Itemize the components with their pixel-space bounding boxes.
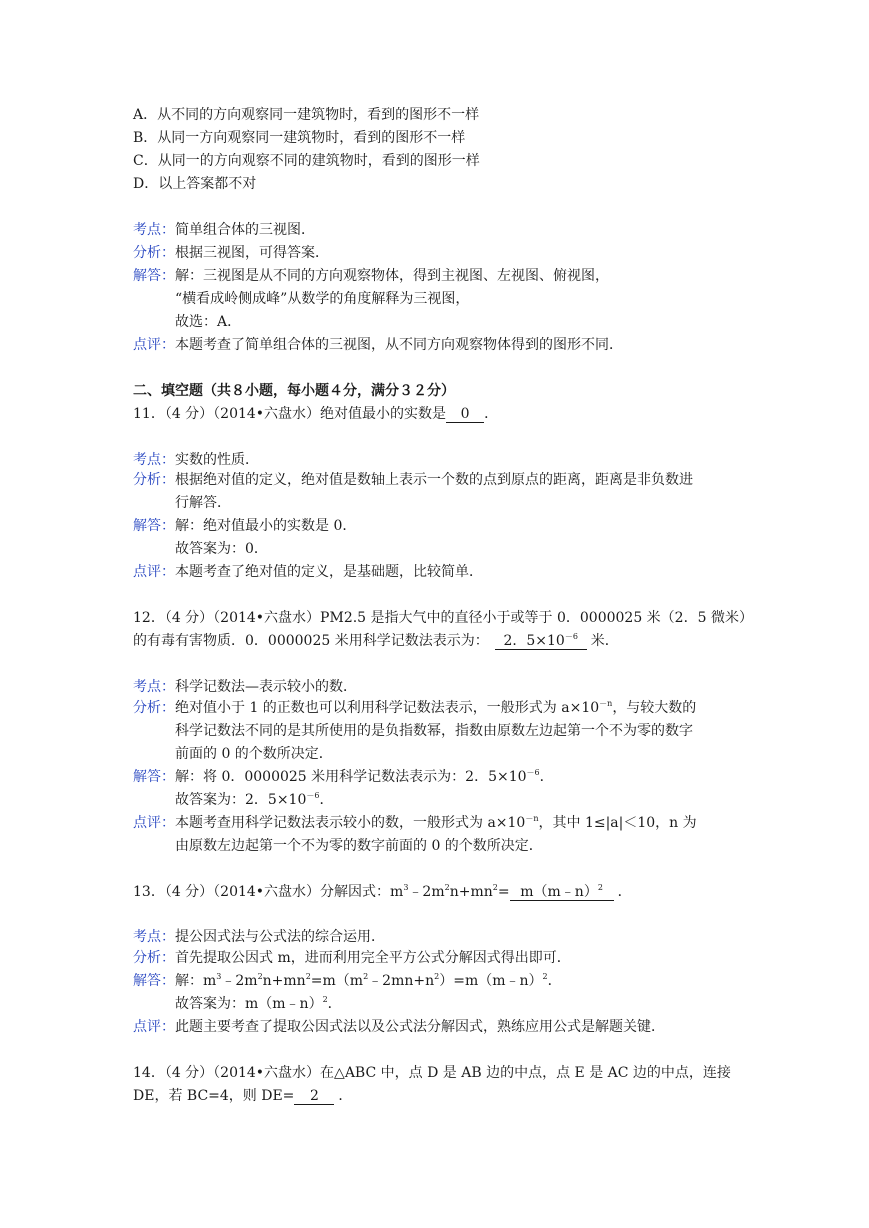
- q12-stem-line2: [133, 632, 619, 650]
- q13-jieda: [133, 972, 562, 990]
- option-a: A．从不同的方向观察同一建筑物时，看到的图形不一样: [133, 107, 480, 123]
- kaodian-text: 简单组合体的三视图．: [175, 222, 315, 238]
- dianping-text-a: 本题考查用科学记数法表示较小的数，一般形式为 a×10: [175, 815, 526, 831]
- kaodian-text: 提公因式法与公式法的综合运用．: [175, 929, 385, 945]
- kaodian-label: 考点：: [133, 222, 175, 238]
- j1-c: n+mn: [262, 973, 306, 989]
- q13-stem-a: 13．（4 分）（2014•六盘水）分解因式：m: [133, 884, 404, 900]
- jieda-label: 解答：: [133, 268, 175, 284]
- j1-e1: 3: [216, 972, 222, 981]
- dianping-label: 点评：: [133, 1019, 175, 1035]
- j1-e3: 2: [305, 972, 311, 981]
- dianping-label: 点评：: [133, 815, 175, 831]
- j1-e2: 2: [257, 972, 263, 981]
- q11-kaodian: [133, 451, 259, 469]
- jieda-text-a: 解：将 0．0000025 米用科学记数法表示为：2．5×10: [175, 769, 527, 785]
- j1-f: ﹣2mn+n: [368, 973, 435, 989]
- q13-answer-exp: 2: [597, 883, 603, 892]
- fenxi-label: 分析：: [133, 700, 175, 716]
- q13-stem-e2: 2: [444, 883, 450, 892]
- j1-a: 解：m: [175, 973, 217, 989]
- kaodian-label: 考点：: [133, 929, 175, 945]
- j2-e: 2: [322, 995, 328, 1004]
- fenxi-text: 首先提取公因式 m，进而利用完全平方公式分解因式得出即可．: [175, 950, 571, 966]
- q13-stem-e3: 2: [492, 883, 498, 892]
- q11-answer-blank: 0: [446, 406, 484, 423]
- fenxi-exp: －n: [599, 699, 613, 708]
- fenxi-text-b: ，与较大数的: [612, 700, 697, 716]
- fenxi-label: 分析：: [133, 472, 175, 488]
- q12-jieda: [133, 768, 554, 786]
- q10-jieda: [133, 267, 609, 285]
- q12-stem-line1: 12．（4 分）（2014•六盘水）PM2.5 是指大气中的直径小于或等于 0．0000025 米（2．5 微米）: [133, 610, 753, 626]
- q12-fenxi-line2: 科学记数法不同的是其所使用的是负指数幂，指数由原数左边起第一个不为零的数字: [175, 723, 693, 739]
- jieda-text: 解：三视图是从不同的方向观察物体，得到主视图、左视图、俯视图，: [175, 268, 609, 284]
- q14-stem-text: DE，若 BC=4，则 DE=: [133, 1088, 295, 1104]
- q13-stem-b: ﹣2m: [408, 884, 445, 900]
- q12-answer-base: 2．5×10: [503, 633, 565, 649]
- kaodian-label: 考点：: [133, 452, 175, 468]
- jieda-label: 解答：: [133, 973, 175, 989]
- q13-answer-blank: [510, 884, 614, 901]
- q12-dianping: [133, 814, 697, 832]
- q12-stem-text: 的有毒有害物质．0．0000025 米用科学记数法表示为：: [133, 633, 489, 649]
- j1-b: ﹣2m: [221, 973, 258, 989]
- q11-jieda-line2: 故答案为：0．: [175, 541, 268, 557]
- q12-fenxi-line3: 前面的 0 的个数所决定．: [175, 746, 333, 762]
- q12-dianping-line2: 由原数左边起第一个不为零的数字前面的 0 的个数所决定．: [175, 838, 543, 854]
- dianping-text: 本题考查了简单组合体的三视图，从不同方向观察物体得到的图形不同．: [175, 337, 623, 353]
- jieda-label: 解答：: [133, 769, 175, 785]
- q11-jieda: [133, 517, 356, 535]
- q13-jieda-line2: [175, 995, 342, 1013]
- q14-stem-end: ．: [338, 1088, 353, 1104]
- q10-fenxi: [133, 244, 329, 262]
- q13-fenxi: [133, 949, 571, 967]
- q14-stem-line1: 14．（4 分）（2014•六盘水）在△ABC 中，点 D 是 AB 边的中点，点 E 是 AC 边的中点，连接: [133, 1065, 731, 1081]
- fenxi-label: 分析：: [133, 950, 175, 966]
- q13-stem-end: ．: [617, 884, 632, 900]
- kaodian-text: 科学记数法—表示较小的数．: [175, 679, 357, 695]
- jieda-text-b: ．: [539, 769, 554, 785]
- q13-dianping: [133, 1018, 665, 1036]
- j1-e5: 2: [434, 972, 440, 981]
- q12-answer-blank: [495, 633, 587, 650]
- q13-kaodian: [133, 928, 385, 946]
- j1-h: ．: [547, 973, 562, 989]
- fenxi-label: 分析：: [133, 245, 175, 261]
- fenxi-text: 根据绝对值的定义，绝对值是数轴上表示一个数的点到原点的距离，距离是非负数进: [175, 472, 693, 488]
- dianping-label: 点评：: [133, 337, 175, 353]
- dianping-exp: －n: [525, 814, 539, 823]
- q11-fenxi-line2: 行解答．: [175, 495, 231, 511]
- q13-answer-base: m（m﹣n）: [520, 884, 598, 900]
- q13-stem-c: n+mn: [449, 884, 493, 900]
- q13-stem-d: =: [497, 884, 510, 900]
- q11-stem-end: ．: [484, 406, 499, 422]
- dianping-text: 本题考查了绝对值的定义，是基础题，比较简单．: [175, 564, 483, 580]
- j1-e4: 2: [363, 972, 369, 981]
- dianping-text-b: ，其中 1≤|a|＜10，n 为: [538, 815, 697, 831]
- q12-stem-end: 米．: [590, 633, 619, 649]
- kaodian-text: 实数的性质．: [175, 452, 259, 468]
- q14-stem-line2: [133, 1087, 352, 1105]
- dianping-text: 此题主要考查了提取公因式法以及公式法分解因式，熟练应用公式是解题关键．: [175, 1019, 665, 1035]
- q10-jieda-line2: “横看成岭侧成峰”从数学的角度解释为三视图，: [175, 291, 470, 307]
- j1-g: ）=m（m﹣n）: [439, 973, 543, 989]
- jieda-text: 解：绝对值最小的实数是 0．: [175, 518, 357, 534]
- jieda-exp: －6: [526, 768, 540, 777]
- option-d: D．以上答案都不对: [133, 176, 257, 192]
- q11-stem-text: 11．（4 分）（2014•六盘水）绝对值最小的实数是: [133, 406, 447, 422]
- q13-stem: [133, 883, 632, 901]
- j2-b: ．: [327, 996, 342, 1012]
- q12-fenxi: [133, 699, 696, 717]
- jieda2-text-b: ．: [319, 792, 334, 808]
- j1-e6: 2: [542, 972, 548, 981]
- kaodian-label: 考点：: [133, 679, 175, 695]
- q12-jieda-line2: [175, 791, 333, 809]
- jieda2-text-a: 故答案为：2．5×10: [175, 792, 307, 808]
- q12-kaodian: [133, 678, 357, 696]
- option-b: B．从同一方向观察同一建筑物时，看到的图形不一样: [133, 130, 466, 146]
- q11-dianping: [133, 563, 483, 581]
- section-title: 二、填空题（共８小题，每小题４分，满分３２分）: [133, 383, 455, 399]
- q14-answer-blank: 2: [294, 1088, 334, 1105]
- jieda2-exp: －6: [306, 791, 320, 800]
- jieda-label: 解答：: [133, 518, 175, 534]
- q11-stem: [133, 405, 498, 423]
- fenxi-text-a: 绝对值小于 1 的正数也可以利用科学记数法表示，一般形式为 a×10: [175, 700, 600, 716]
- q10-jieda-line3: 故选：A．: [175, 314, 242, 330]
- q12-answer-exp: －6: [564, 632, 578, 641]
- option-c: C．从同一的方向观察不同的建筑物时，看到的图形一样: [133, 153, 480, 169]
- q11-fenxi: [133, 471, 693, 489]
- j2-a: 故答案为：m（m﹣n）: [175, 996, 323, 1012]
- q10-kaodian: [133, 221, 315, 239]
- q10-dianping: [133, 336, 623, 354]
- fenxi-text: 根据三视图，可得答案．: [175, 245, 329, 261]
- q13-stem-e1: 3: [403, 883, 409, 892]
- j1-d: =m（m: [310, 973, 364, 989]
- dianping-label: 点评：: [133, 564, 175, 580]
